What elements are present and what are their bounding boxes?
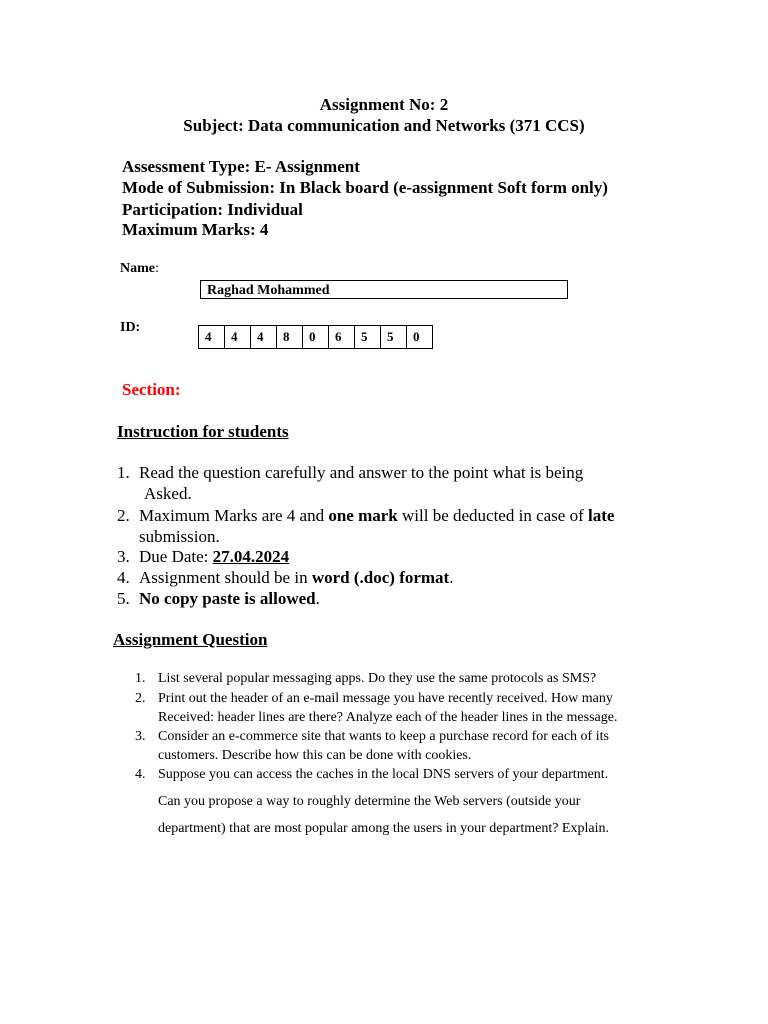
assignment-number: Assignment No: 2 <box>319 95 449 114</box>
instruction-number: 1. <box>117 463 130 482</box>
instruction-text-continued: Asked. <box>144 484 192 503</box>
instruction-text-part: . <box>449 568 454 587</box>
subject-line: Subject: Data communication and Networks (371 CCS) <box>183 116 585 135</box>
question-number: 4. <box>135 767 146 782</box>
due-date: 27.04.2024 <box>212 547 290 566</box>
instruction-text <box>139 547 289 567</box>
instruction-number: 5. <box>117 589 130 608</box>
id-digit[interactable]: 0 <box>303 326 329 349</box>
id-digit[interactable]: 4 <box>199 326 225 349</box>
instruction-emphasis: No copy paste is allowed <box>139 589 316 608</box>
instruction-text-part: will be deducted in case of <box>397 506 588 525</box>
question-text: List several popular messaging apps. Do they use the same protocols as SMS? <box>158 671 597 686</box>
instruction-number: 2. <box>117 506 130 525</box>
name-field[interactable]: Raghad Mohammed <box>200 280 568 299</box>
id-digit[interactable]: 4 <box>251 326 277 349</box>
question-text: Consider an e-commerce site that wants to keep a purchase record for each of its <box>158 729 609 744</box>
id-digit[interactable]: 5 <box>355 326 381 349</box>
instruction-text-part: . <box>315 589 320 608</box>
name-label: Name <box>120 261 155 276</box>
instruction-number: 3. <box>117 547 130 566</box>
section-label: Section: <box>122 380 181 399</box>
instruction-text <box>139 506 614 526</box>
instruction-text-continued: submission. <box>139 527 220 546</box>
instruction-emphasis: one mark <box>328 506 398 525</box>
id-digit[interactable]: 8 <box>277 326 303 349</box>
instruction-text: Read the question carefully and answer to the point what is being <box>139 463 584 482</box>
instruction-text-part: Assignment should be in <box>139 568 312 587</box>
question-text-continued: Can you propose a way to roughly determine the Web servers (outside your <box>158 794 581 809</box>
question-text: Print out the header of an e-mail message you have recently received. How many <box>158 691 613 706</box>
assessment-type: Assessment Type: E- Assignment <box>122 157 360 176</box>
question-text-continued: customers. Describe how this can be done with cookies. <box>158 748 472 763</box>
name-colon: : <box>155 261 159 276</box>
maximum-marks: Maximum Marks: 4 <box>122 220 269 239</box>
instruction-text-part: Maximum Marks are 4 and <box>139 506 329 525</box>
instructions-heading: Instruction for students <box>117 422 289 441</box>
instruction-text <box>139 589 320 609</box>
question-number: 3. <box>135 729 146 744</box>
question-text: Suppose you can access the caches in the local DNS servers of your department. <box>158 767 609 782</box>
id-digit[interactable]: 0 <box>407 326 433 349</box>
question-number: 1. <box>135 671 146 686</box>
instruction-number: 4. <box>117 568 130 587</box>
mode-of-submission: Mode of Submission: In Black board (e-assignment Soft form only) <box>122 178 608 197</box>
id-label: ID: <box>120 320 141 335</box>
id-digit[interactable]: 6 <box>329 326 355 349</box>
participation: Participation: Individual <box>122 200 303 219</box>
question-text-continued: department) that are most popular among the users in your department? Explain. <box>158 821 609 836</box>
instruction-text <box>139 568 453 588</box>
id-table <box>198 325 433 349</box>
id-digit[interactable]: 5 <box>381 326 407 349</box>
instruction-emphasis: word (.doc) format <box>311 568 450 587</box>
questions-heading: Assignment Question <box>113 630 268 649</box>
name-label-row <box>120 261 159 277</box>
instruction-text-part: Due Date: <box>139 547 213 566</box>
instruction-emphasis: late <box>588 506 615 525</box>
id-digit[interactable]: 4 <box>225 326 251 349</box>
question-text-continued: Received: header lines are there? Analyze each of the header lines in the message. <box>158 710 618 725</box>
question-number: 2. <box>135 691 146 706</box>
